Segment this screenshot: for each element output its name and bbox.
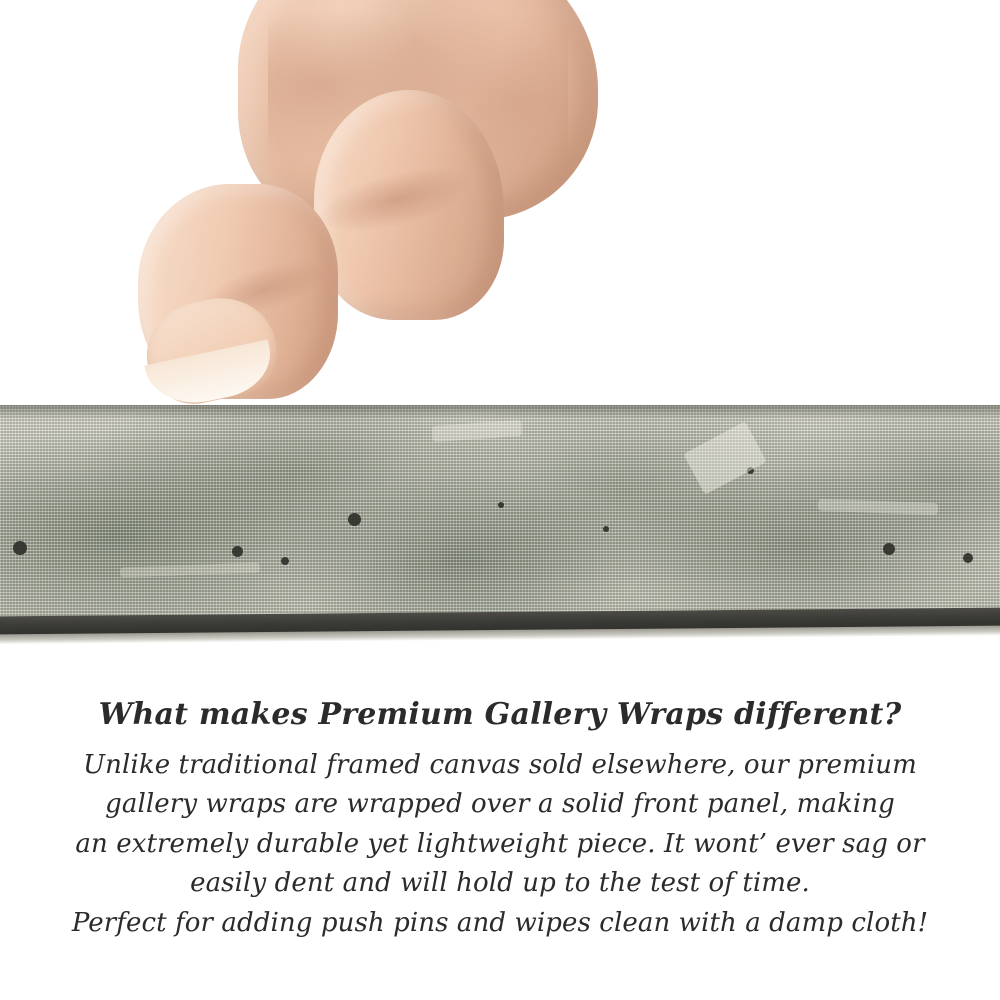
caption-line-3: an extremely durable yet lightweight piece. It wont’ ever sag or xyxy=(75,828,925,859)
caption-line-4: easily dent and will hold up to the test of time. xyxy=(190,868,810,899)
canvas-speck xyxy=(498,502,504,508)
hand-illustration xyxy=(118,0,588,420)
caption-line-2: gallery wraps are wrapped over a solid front panel, making xyxy=(105,789,895,820)
canvas-speck xyxy=(281,557,289,565)
canvas-speck xyxy=(603,526,609,532)
canvas-top-shadow xyxy=(0,405,1000,419)
canvas-speck xyxy=(13,541,27,555)
caption-line-1: Unlike traditional framed canvas sold elsewhere, our premium xyxy=(83,749,917,780)
caption-block xyxy=(0,695,1000,943)
canvas-speck xyxy=(348,513,361,526)
canvas-speck xyxy=(963,553,973,563)
canvas-speck xyxy=(232,546,243,557)
caption-heading: What makes Premium Gallery Wraps different? xyxy=(98,697,902,732)
caption-line-5: Perfect for adding push pins and wipes clean with a damp cloth! xyxy=(71,907,929,938)
canvas-wrap-edge xyxy=(0,405,1000,620)
canvas-speck xyxy=(883,543,895,555)
